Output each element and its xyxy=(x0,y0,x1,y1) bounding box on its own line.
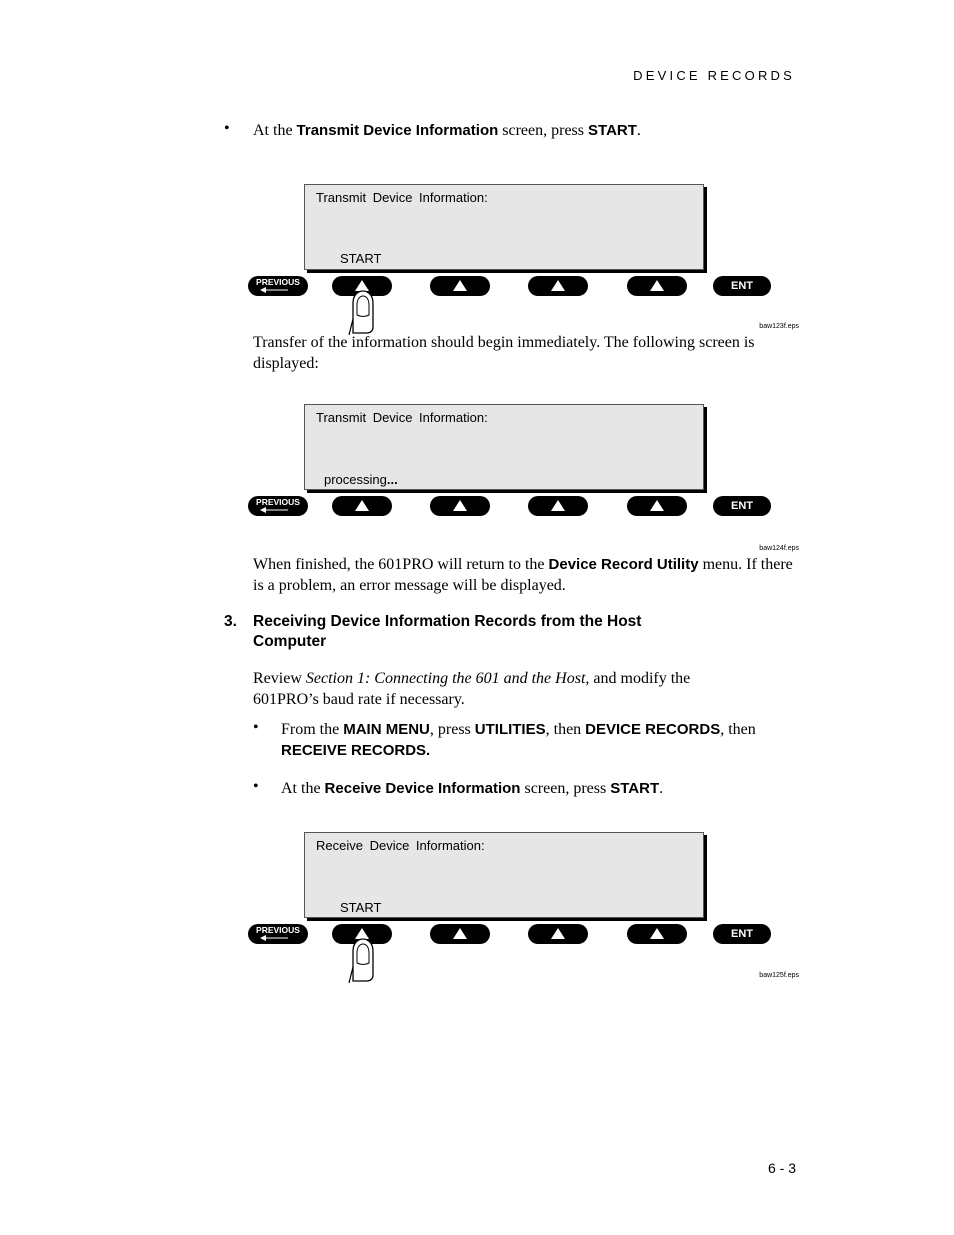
paragraph-review xyxy=(253,668,801,710)
up-triangle-icon xyxy=(355,500,369,511)
text: 601PRO’s baud rate if necessary. xyxy=(253,691,465,708)
up-triangle-icon xyxy=(650,928,664,939)
text: , then xyxy=(720,721,756,738)
screen-title: Transmit Device Information: xyxy=(316,410,488,425)
text: Review xyxy=(253,670,306,687)
previous-button[interactable] xyxy=(248,276,308,296)
up-triangle-icon xyxy=(551,500,565,511)
processing-ellipsis: ... xyxy=(386,472,398,487)
up-triangle-icon xyxy=(453,928,467,939)
previous-button[interactable] xyxy=(248,496,308,516)
page-number: 6 - 3 xyxy=(767,1160,796,1176)
softkey-4-button[interactable] xyxy=(627,496,687,516)
softkey-4-button[interactable] xyxy=(627,276,687,296)
up-triangle-icon xyxy=(650,500,664,511)
up-triangle-icon xyxy=(453,280,467,291)
left-arrow-icon xyxy=(260,507,288,513)
figure-caption: baw125f.eps xyxy=(759,972,799,979)
key-name: UTILITIES xyxy=(474,721,546,738)
screen-title: Receive Device Information: xyxy=(316,838,485,853)
key-name: START xyxy=(610,780,660,797)
softkey-3-button[interactable] xyxy=(528,276,588,296)
previous-button[interactable] xyxy=(248,924,308,944)
text: . xyxy=(659,780,664,797)
lcd-screen-receive xyxy=(304,832,704,918)
softkey-2-button[interactable] xyxy=(430,496,490,516)
text: , and modify the xyxy=(585,670,691,687)
left-arrow-icon xyxy=(260,935,288,941)
section-reference: Section 1: Connecting the 601 and the Host xyxy=(305,670,586,687)
key-name: DEVICE RECORDS xyxy=(585,721,721,738)
menu-name: MAIN MENU xyxy=(343,721,430,738)
softkey-label-start: START xyxy=(340,900,382,915)
previous-label: PREVIOUS xyxy=(256,277,300,287)
processing-status xyxy=(324,472,398,487)
bullet-glyph: • xyxy=(253,778,259,795)
softkey-3-button[interactable] xyxy=(528,924,588,944)
heading-line: Computer xyxy=(253,633,327,650)
bullet-glyph: • xyxy=(253,719,259,736)
softkey-1-button[interactable] xyxy=(332,496,392,516)
previous-label: PREVIOUS xyxy=(256,925,300,935)
text: From the xyxy=(281,721,344,738)
text: . xyxy=(636,122,641,139)
text: At the xyxy=(281,780,325,797)
text: At the xyxy=(253,122,297,139)
bullet-glyph: • xyxy=(224,120,230,137)
enter-button[interactable]: ENT xyxy=(713,496,771,516)
paragraph-finished xyxy=(253,554,801,596)
lcd-screen-transmit xyxy=(304,184,704,270)
lcd-screen-processing xyxy=(304,404,704,490)
pointing-finger-icon xyxy=(343,927,383,983)
pointing-finger-icon xyxy=(343,279,383,335)
bullet-receive-instruction xyxy=(281,778,801,799)
keypad-row xyxy=(248,276,778,298)
up-triangle-icon xyxy=(551,280,565,291)
figure-caption: baw124f.eps xyxy=(759,545,799,552)
screen-name: Transmit Device Information xyxy=(296,122,499,139)
processing-label: processing xyxy=(324,472,387,487)
softkey-label-start: START xyxy=(340,251,382,266)
enter-button[interactable]: ENT xyxy=(713,276,771,296)
text: When finished, the 601PRO will return to the xyxy=(253,556,549,573)
up-triangle-icon xyxy=(650,280,664,291)
bullet-transmit-instruction xyxy=(253,120,813,141)
previous-label: PREVIOUS xyxy=(256,497,300,507)
text: screen, press xyxy=(498,122,589,139)
heading-line: Receiving Device Information Records from the Host xyxy=(253,613,642,630)
softkey-3-button[interactable] xyxy=(528,496,588,516)
text: , then xyxy=(545,721,586,738)
paragraph-transfer: Transfer of the information should begin immediately. The following screen is displayed: xyxy=(253,334,755,372)
key-name: RECEIVE RECORDS. xyxy=(281,742,431,759)
keypad-row xyxy=(248,496,778,518)
section-number: 3. xyxy=(224,613,237,630)
softkey-2-button[interactable] xyxy=(430,924,490,944)
softkey-4-button[interactable] xyxy=(627,924,687,944)
bullet-main-menu-instruction xyxy=(281,719,801,761)
key-name: START xyxy=(588,122,637,139)
section-heading xyxy=(253,612,773,652)
enter-button[interactable]: ENT xyxy=(713,924,771,944)
running-header: DEVICE RECORDS xyxy=(633,68,795,83)
keypad-row xyxy=(248,924,778,946)
screen-name: Receive Device Information xyxy=(324,780,521,797)
text: menu. If there is a problem, an error message will be displayed. xyxy=(253,556,793,594)
screen-title: Transmit Device Information: xyxy=(316,190,488,205)
softkey-2-button[interactable] xyxy=(430,276,490,296)
up-triangle-icon xyxy=(551,928,565,939)
figure-caption: baw123f.eps xyxy=(759,323,799,330)
text: screen, press xyxy=(520,780,611,797)
up-triangle-icon xyxy=(453,500,467,511)
text: , press xyxy=(429,721,475,738)
menu-name: Device Record Utility xyxy=(548,556,699,573)
left-arrow-icon xyxy=(260,287,288,293)
